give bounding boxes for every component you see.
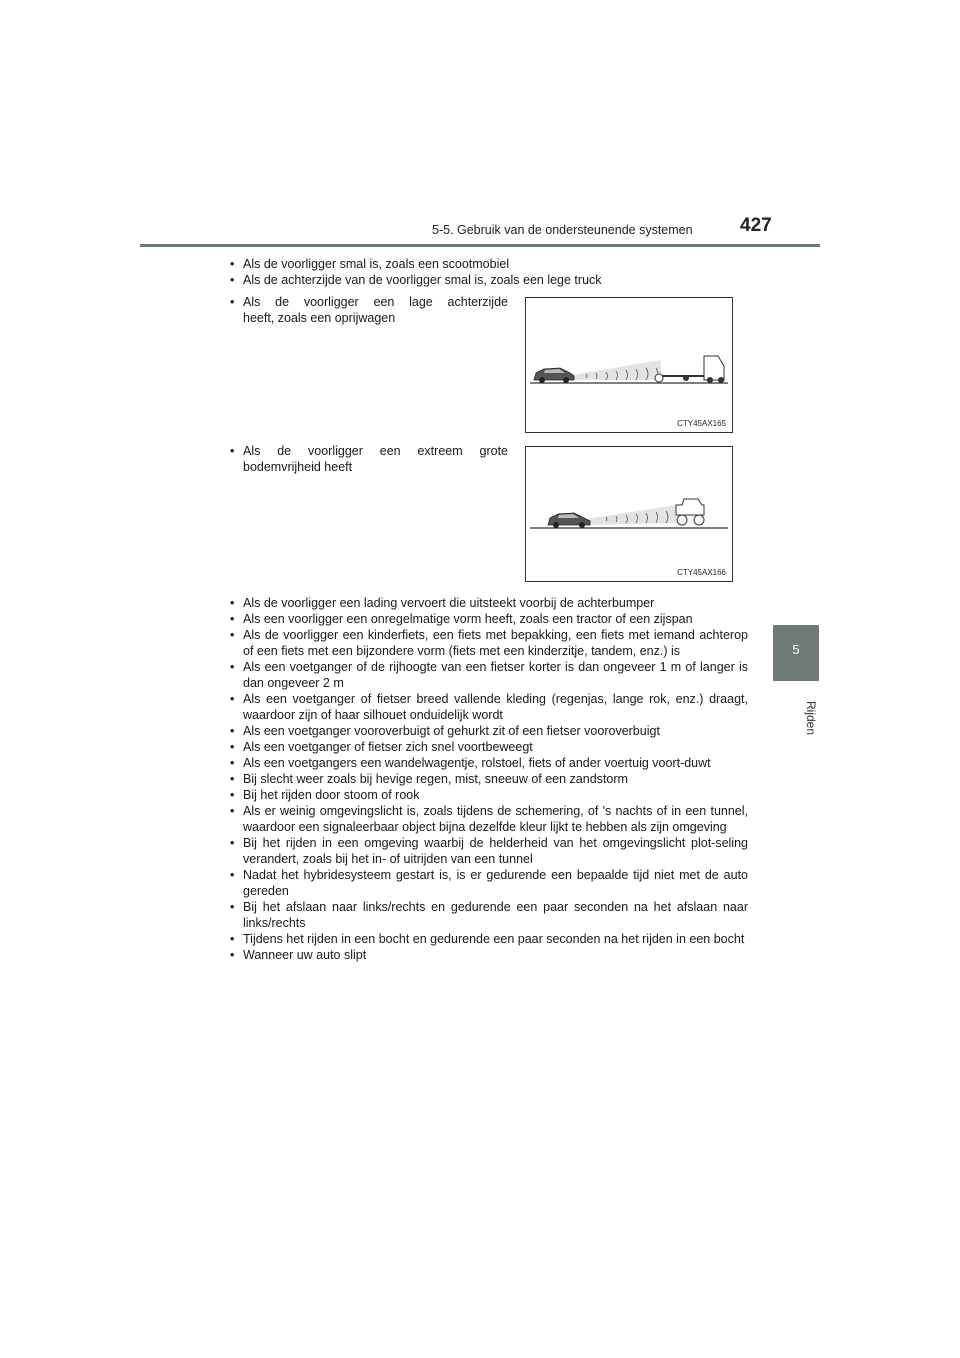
- chapter-tab: 5: [773, 625, 819, 681]
- header-rule: [140, 244, 820, 247]
- list-item: • Als de voorligger een kinderfiets, een fiets met bepakking, een fiets met iemand achterop of een fiets met een bijzondere vorm (fiets met een kinderzitje, tandem, enz.) is: [228, 627, 748, 659]
- figure-low-rear-vehicle: [525, 297, 733, 433]
- list-item: • Als een voetganger of fietser zich snel voortbeweegt: [228, 739, 748, 755]
- list-item: • Bij het rijden door stoom of rook: [228, 787, 748, 803]
- caption-line: heeft, zoals een oprijwagen: [243, 311, 396, 325]
- list-item: • Als een voetganger of fietser breed vallende kleding (regenjas, lange rok, enz.) draagt, waardoor zijn of haar silhouet onduidelijk wordt: [228, 691, 748, 723]
- list-item: • Als een voorligger een onregelmatige vorm heeft, zoals een tractor of een zijspan: [228, 611, 748, 627]
- list-item: • Bij het rijden in een omgeving waarbij de helderheid van het omgevingslicht plot-seling verandert, zoals bij het in- of uitrijden van een tunnel: [228, 835, 748, 867]
- top-bullet-list: [228, 256, 748, 288]
- section-title: 5-5. Gebruik van de ondersteunende systemen: [432, 223, 693, 237]
- list-item: • Tijdens het rijden in een bocht en gedurende een paar seconden na het rijden in een bocht: [228, 931, 748, 947]
- ego-car-icon: [534, 368, 574, 383]
- list-item: • Als de voorligger een lading vervoert die uitsteekt voorbij de achterbumper: [228, 595, 748, 611]
- list-item: • Als een voetganger vooroverbuigt of gehurkt zit of een fietser vooroverbuigt: [228, 723, 748, 739]
- list-item: • Bij het afslaan naar links/rechts en gedurende een paar seconden na het afslaan naar links/rechts: [228, 899, 748, 931]
- caption-line: • Als de voorligger een lage achterzijde: [228, 294, 508, 310]
- figure-code: CTY45AX166: [677, 568, 726, 577]
- page-number: 427: [740, 215, 772, 236]
- radar-illustration: [526, 447, 732, 581]
- figure-caption: [228, 294, 508, 326]
- radar-illustration: [526, 298, 732, 432]
- trailer-truck-icon: [655, 356, 724, 383]
- figure-caption: [228, 443, 508, 475]
- list-item: • Als er weinig omgevingslicht is, zoals tijdens de schemering, of 's nachts of in een tunnel, waardoor een signaleerbaar object bijna dezelfde kleur lijkt te hebben als zijn omgeving: [228, 803, 748, 835]
- ego-car-icon: [548, 513, 590, 528]
- list-item: • Als een voetgangers een wandelwagentje, rolstoel, fiets of ander voertuig voort-duwt: [228, 755, 748, 771]
- caption-line: • Als de voorligger een extreem grote: [228, 443, 508, 459]
- chapter-label: Rijden: [804, 700, 818, 736]
- list-item: • Als de achterzijde van de voorligger smal is, zoals een lege truck: [228, 272, 748, 288]
- caption-line: bodemvrijheid heeft: [243, 460, 353, 474]
- figure-high-clearance-vehicle: [525, 446, 733, 582]
- figure-code: CTY45AX165: [677, 419, 726, 428]
- radar-beam: [586, 505, 676, 525]
- list-item: • Nadat het hybridesysteem gestart is, is er gedurende een bepaalde tijd niet met de auto gereden: [228, 867, 748, 899]
- list-item: • Als een voetganger of de rijhoogte van een fietser korter is dan ongeveer 1 m of langer is dan ongeveer 2 m: [228, 659, 748, 691]
- list-item: • Als de voorligger smal is, zoals een scootmobiel: [228, 256, 748, 272]
- bottom-bullet-list: [228, 595, 748, 963]
- list-item: • Bij slecht weer zoals bij hevige regen, mist, sneeuw of een zandstorm: [228, 771, 748, 787]
- high-clearance-vehicle-icon: [676, 499, 704, 525]
- list-item: • Wanneer uw auto slipt: [228, 947, 748, 963]
